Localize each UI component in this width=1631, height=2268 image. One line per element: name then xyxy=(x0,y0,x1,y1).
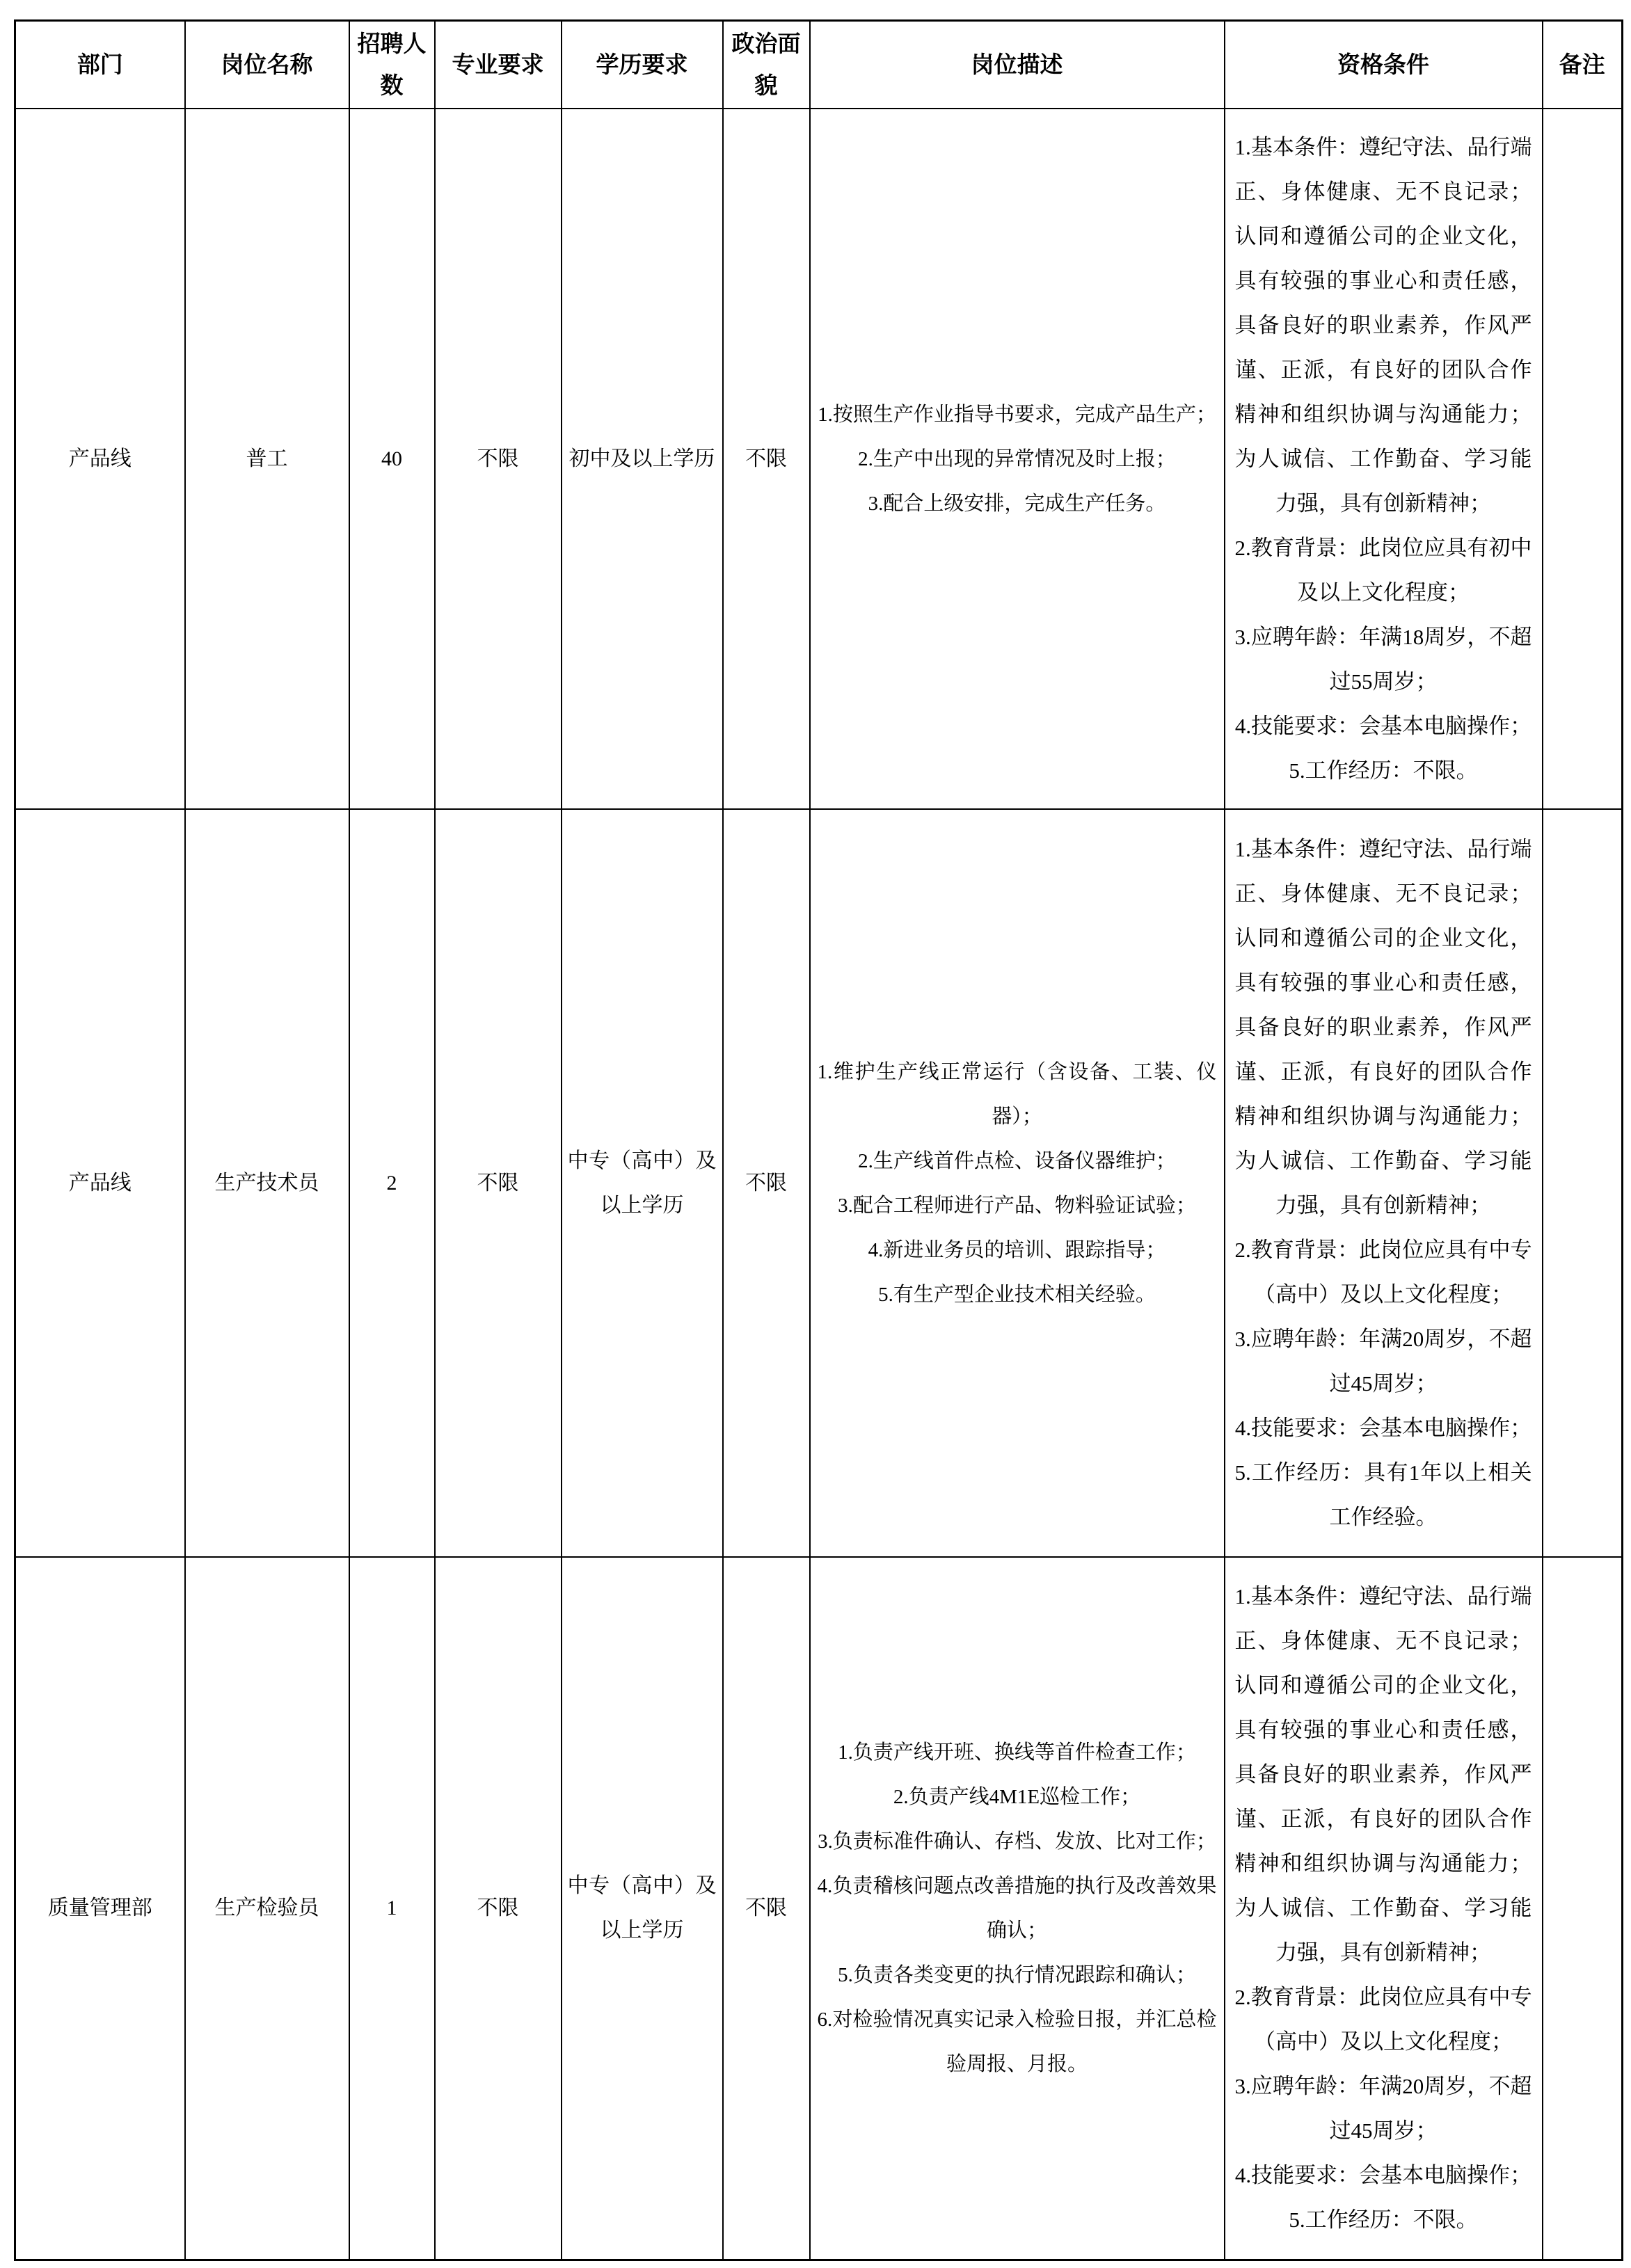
cell-description xyxy=(810,109,1225,809)
description-item: 4.负责稽核问题点改善措施的执行及改善效果确认； xyxy=(817,1874,1217,1942)
qualification-item: 1.基本条件：遵纪守法、品行端正、身体健康、无不良记录；认同和遵循公司的企业文化，具有较强的事业心和责任感，具备良好的职业素养，作风严谨、正派，有良好的团队合作精神和组织协调与沟通能力；为人诚信、工作勤奋、学习能力强，具有创新精神； xyxy=(1234,836,1532,1217)
description-item: 3.配合上级安排，完成生产任务。 xyxy=(868,492,1166,515)
cell-political: 不限 xyxy=(723,109,810,809)
cell-headcount: 1 xyxy=(349,1557,435,2260)
cell-political: 不限 xyxy=(723,809,810,1557)
description-item: 5.有生产型企业技术相关经验。 xyxy=(878,1283,1156,1306)
cell-headcount: 2 xyxy=(349,809,435,1557)
description-item: 3.负责标准件确认、存档、发放、比对工作； xyxy=(818,1830,1216,1853)
qualification-item: 1.基本条件：遵纪守法、品行端正、身体健康、无不良记录；认同和遵循公司的企业文化，具有较强的事业心和责任感，具备良好的职业素养，作风严谨、正派，有良好的团队合作精神和组织协调与沟通能力；为人诚信、工作勤奋、学习能力强，具有创新精神； xyxy=(1234,134,1532,516)
header-cell-education: 学历要求 xyxy=(562,21,723,109)
cell-position: 生产检验员 xyxy=(185,1557,349,2260)
header-cell-political: 政治面貌 xyxy=(723,21,810,109)
qualification-item: 3.应聘年龄：年满18周岁，不超过55周岁； xyxy=(1234,624,1532,694)
table-row xyxy=(15,109,1623,809)
table-row xyxy=(15,1557,1623,2260)
header-cell-qualifications: 资格条件 xyxy=(1225,21,1543,109)
qualification-item: 5.工作经历：不限。 xyxy=(1289,2207,1478,2232)
description-item: 2.生产线首件点检、设备仪器维护； xyxy=(858,1149,1176,1172)
description-item: 2.负责产线4M1E巡检工作； xyxy=(893,1785,1141,1808)
qualification-item: 4.技能要求：会基本电脑操作； xyxy=(1234,713,1532,738)
cell-education: 初中及以上学历 xyxy=(562,109,723,809)
cell-department: 产品线 xyxy=(15,809,185,1557)
cell-position: 普工 xyxy=(185,109,349,809)
header-cell-headcount: 招聘人数 xyxy=(349,21,435,109)
cell-remark xyxy=(1543,109,1623,809)
header-cell-description: 岗位描述 xyxy=(810,21,1225,109)
description-item: 2.生产中出现的异常情况及时上报； xyxy=(858,447,1176,470)
cell-qualifications xyxy=(1225,109,1543,809)
cell-political: 不限 xyxy=(723,1557,810,2260)
cell-description xyxy=(810,1557,1225,2260)
cell-major: 不限 xyxy=(435,109,562,809)
cell-major: 不限 xyxy=(435,1557,562,2260)
header-cell-position: 岗位名称 xyxy=(185,21,349,109)
description-item: 1.维护生产线正常运行（含设备、工装、仪器）； xyxy=(817,1060,1217,1128)
qualification-item: 3.应聘年龄：年满20周岁，不超过45周岁； xyxy=(1234,1326,1532,1396)
header-cell-department: 部门 xyxy=(15,21,185,109)
cell-qualifications xyxy=(1225,809,1543,1557)
cell-qualifications xyxy=(1225,1557,1543,2260)
qualification-item: 1.基本条件：遵纪守法、品行端正、身体健康、无不良记录；认同和遵循公司的企业文化，具有较强的事业心和责任感，具备良好的职业素养，作风严谨、正派，有良好的团队合作精神和组织协调与沟通能力；为人诚信、工作勤奋、学习能力强，具有创新精神； xyxy=(1234,1583,1532,1965)
table-row xyxy=(15,809,1623,1557)
cell-education: 中专（高中）及以上学历 xyxy=(562,1557,723,2260)
qualification-item: 5.工作经历：不限。 xyxy=(1289,758,1478,783)
qualification-item: 2.教育背景：此岗位应具有中专（高中）及以上文化程度； xyxy=(1234,1237,1532,1307)
qualification-item: 3.应聘年龄：年满20周岁，不超过45周岁； xyxy=(1234,2073,1532,2143)
qualification-item: 4.技能要求：会基本电脑操作； xyxy=(1234,2162,1532,2187)
cell-headcount: 40 xyxy=(349,109,435,809)
qualification-item: 5.工作经历：具有1年以上相关工作经验。 xyxy=(1234,1460,1532,1529)
cell-department: 产品线 xyxy=(15,109,185,809)
cell-education: 中专（高中）及以上学历 xyxy=(562,809,723,1557)
header-cell-remark: 备注 xyxy=(1543,21,1623,109)
description-item: 1.按照生产作业指导书要求，完成产品生产； xyxy=(818,403,1216,426)
cell-remark xyxy=(1543,809,1623,1557)
cell-major: 不限 xyxy=(435,809,562,1557)
description-item: 4.新进业务员的培训、跟踪指导； xyxy=(868,1238,1166,1261)
cell-department: 质量管理部 xyxy=(15,1557,185,2260)
header-cell-major: 专业要求 xyxy=(435,21,562,109)
cell-description xyxy=(810,809,1225,1557)
description-item: 1.负责产线开班、换线等首件检查工作； xyxy=(838,1741,1196,1764)
cell-remark xyxy=(1543,1557,1623,2260)
qualification-item: 4.技能要求：会基本电脑操作； xyxy=(1234,1415,1532,1440)
description-item: 3.配合工程师进行产品、物料验证试验； xyxy=(838,1194,1196,1217)
description-item: 6.对检验情况真实记录入检验日报，并汇总检验周报、月报。 xyxy=(817,2008,1217,2075)
qualification-item: 2.教育背景：此岗位应具有初中及以上文化程度； xyxy=(1234,535,1532,605)
header-row xyxy=(15,21,1623,109)
description-item: 5.负责各类变更的执行情况跟踪和确认； xyxy=(838,1963,1196,1986)
qualification-item: 2.教育背景：此岗位应具有中专（高中）及以上文化程度； xyxy=(1234,1984,1532,2054)
job-postings-table xyxy=(14,19,1623,2261)
cell-position: 生产技术员 xyxy=(185,809,349,1557)
